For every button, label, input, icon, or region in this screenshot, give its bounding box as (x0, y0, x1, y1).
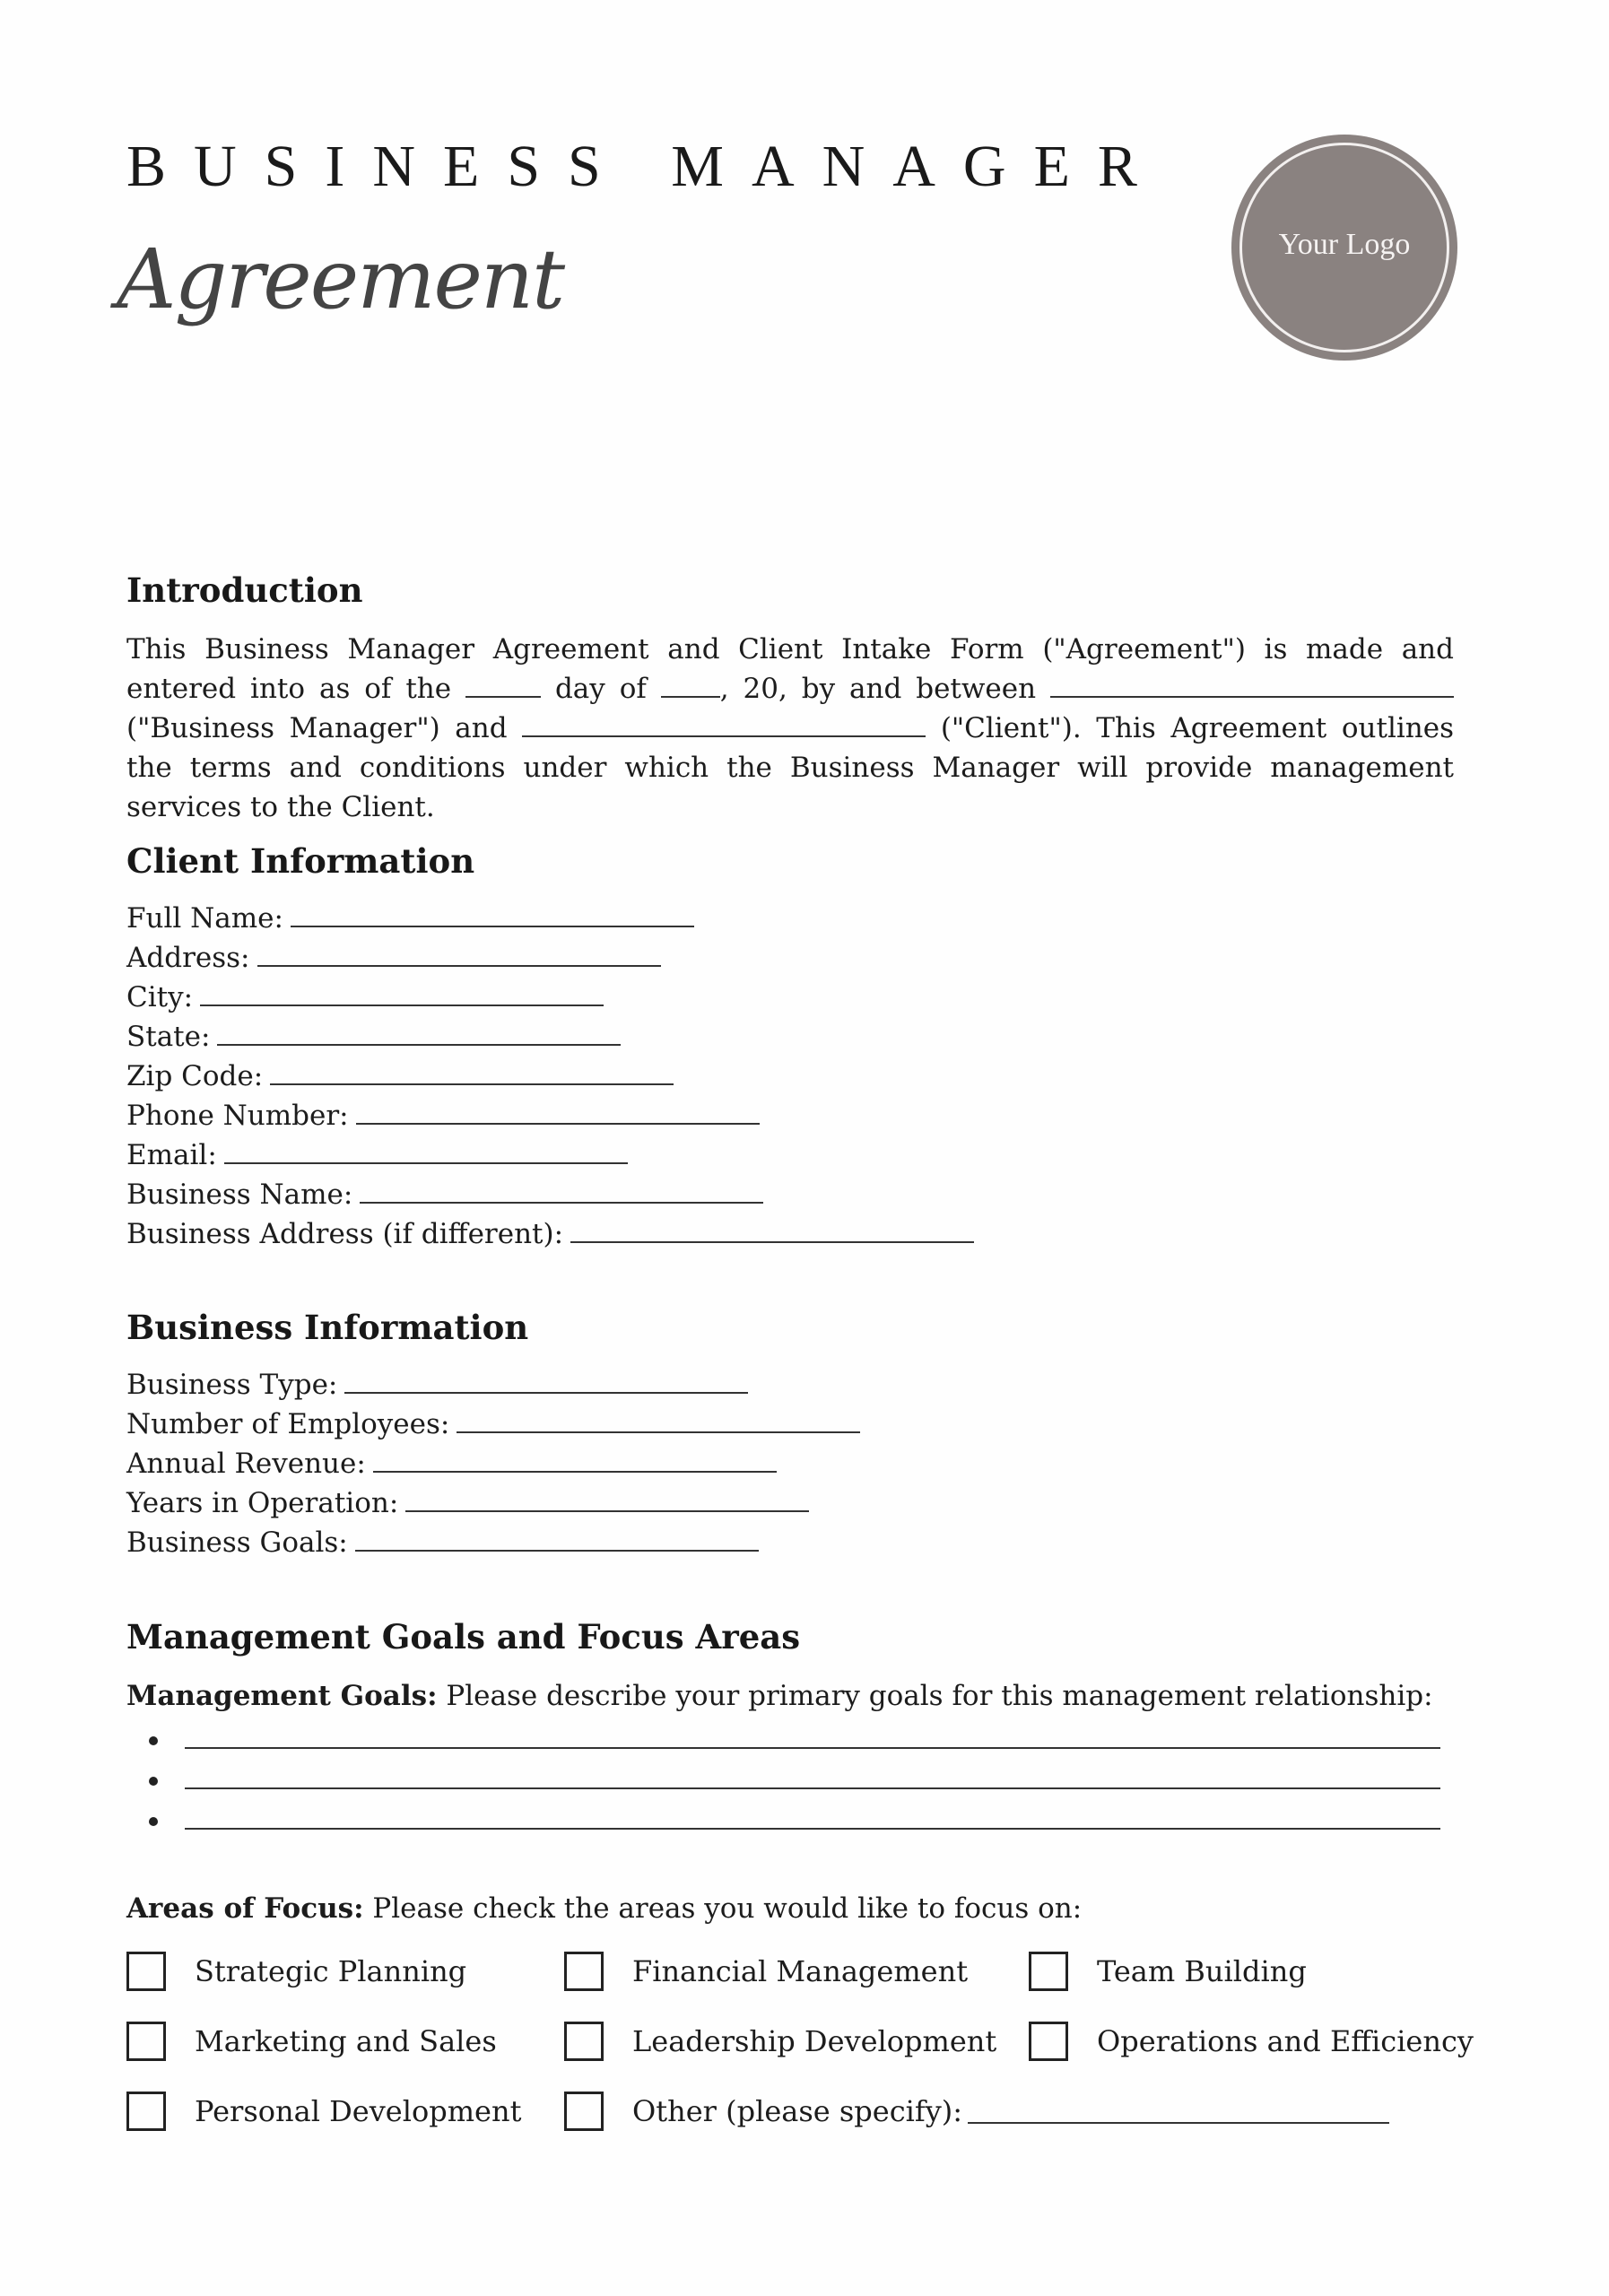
field-line[interactable] (344, 1370, 748, 1394)
checkbox-team-building[interactable] (1029, 1952, 1307, 1991)
bullet-icon (149, 1777, 158, 1786)
goal-line[interactable] (185, 1828, 1440, 1830)
checkbox-financial-management[interactable] (564, 1952, 968, 1991)
field-label: Zip Code: (126, 1060, 264, 1092)
logo-placeholder (1231, 135, 1457, 361)
field-line[interactable] (356, 1101, 760, 1125)
management-goals-prompt (126, 1680, 1433, 1712)
document-subtitle: Agreement (117, 231, 564, 327)
checkbox-other[interactable] (564, 2092, 1389, 2131)
state-field[interactable] (126, 1021, 621, 1053)
day-blank[interactable] (465, 669, 541, 698)
document-title: BUSINESS MANAGER (126, 134, 1165, 199)
client-blank[interactable] (522, 709, 926, 737)
checkbox-label: Personal Development (195, 2094, 522, 2128)
goal-line[interactable] (185, 1787, 1440, 1789)
business-name-field[interactable] (126, 1178, 763, 1211)
checkbox-leadership-development[interactable] (564, 2022, 996, 2061)
checkbox-icon[interactable] (126, 2092, 166, 2131)
areas-of-focus-prompt (126, 1892, 1082, 1925)
field-label: Business Goals: (126, 1526, 348, 1559)
checkbox-personal-development[interactable] (126, 2092, 521, 2131)
field-line[interactable] (200, 983, 604, 1006)
email-field[interactable] (126, 1139, 628, 1171)
address-field[interactable] (126, 942, 661, 974)
field-line[interactable] (457, 1410, 860, 1433)
years-in-operation-field[interactable] (126, 1487, 809, 1519)
field-label: Business Address (if different): (126, 1218, 564, 1250)
field-label: State: (126, 1021, 211, 1053)
checkbox-icon[interactable] (1029, 1952, 1068, 1991)
management-heading: Management Goals and Focus Areas (126, 1617, 801, 1657)
logo-text: Your Logo (1278, 228, 1411, 261)
checkbox-icon[interactable] (564, 2022, 604, 2061)
field-line[interactable] (291, 904, 694, 927)
field-line[interactable] (217, 1022, 621, 1046)
field-label: Phone Number: (126, 1100, 349, 1132)
field-line[interactable] (405, 1489, 809, 1512)
checkbox-label: Operations and Efficiency (1097, 2024, 1474, 2058)
management-goals-text: Please describe your primary goals for this management relationship: (437, 1680, 1433, 1712)
field-label: City: (126, 981, 194, 1013)
field-label: Years in Operation: (126, 1487, 399, 1519)
field-line[interactable] (373, 1449, 777, 1473)
bullet-icon (149, 1736, 158, 1745)
field-label: Business Name: (126, 1178, 353, 1211)
checkbox-operations-and-efficiency[interactable] (1029, 2022, 1474, 2061)
number-of-employees-field[interactable] (126, 1408, 860, 1440)
management-goals-label: Management Goals: (126, 1680, 438, 1712)
month-blank[interactable] (661, 669, 720, 698)
checkbox-label: Marketing and Sales (195, 2024, 497, 2058)
business-address-field[interactable] (126, 1218, 974, 1250)
areas-of-focus-text: Please check the areas you would like to focus on: (363, 1892, 1083, 1925)
field-label: Address: (126, 942, 250, 974)
intro-text-1: This Business Manager Agreement and Client Intake Form ("Agreement") is made and entered into as of the (126, 633, 1454, 705)
checkbox-marketing-and-sales[interactable] (126, 2022, 497, 2061)
other-specify-line[interactable] (968, 2099, 1389, 2124)
checkbox-icon[interactable] (564, 2092, 604, 2131)
client-information-heading: Client Information (126, 841, 475, 881)
field-label: Email: (126, 1139, 217, 1171)
introduction-heading: Introduction (126, 570, 363, 610)
field-label: Business Type: (126, 1369, 338, 1401)
intro-text-4: ("Business Manager") and (126, 712, 508, 744)
field-line[interactable] (570, 1220, 974, 1243)
checkbox-icon[interactable] (126, 1952, 166, 1991)
business-manager-blank[interactable] (1050, 669, 1454, 698)
intro-text-2: day of (554, 673, 647, 705)
field-label: Number of Employees: (126, 1408, 450, 1440)
field-line[interactable] (270, 1062, 674, 1085)
annual-revenue-field[interactable] (126, 1448, 777, 1480)
introduction-paragraph (126, 630, 1454, 827)
intro-text-3: , 20, by and between (719, 673, 1037, 705)
checkbox-icon[interactable] (1029, 2022, 1068, 2061)
field-label: Annual Revenue: (126, 1448, 366, 1480)
checkbox-label: Team Building (1097, 1954, 1307, 1988)
full-name-field[interactable] (126, 902, 694, 935)
goal-line-3[interactable] (149, 1812, 1440, 1842)
phone-number-field[interactable] (126, 1100, 760, 1132)
goal-line[interactable] (185, 1747, 1440, 1749)
field-line[interactable] (360, 1180, 763, 1204)
field-line[interactable] (355, 1528, 759, 1552)
intro-text-5: ("Client"). This Agreement outlines the terms and conditions under which the Business Manager will provide management services to the Client. (126, 712, 1455, 823)
field-line[interactable] (224, 1141, 628, 1164)
bullet-icon (149, 1817, 158, 1826)
zip-code-field[interactable] (126, 1060, 674, 1092)
goal-line-2[interactable] (149, 1771, 1440, 1802)
business-goals-field[interactable] (126, 1526, 759, 1559)
business-type-field[interactable] (126, 1369, 748, 1401)
checkbox-icon[interactable] (126, 2022, 166, 2061)
areas-of-focus-label: Areas of Focus: (126, 1892, 364, 1925)
goal-line-1[interactable] (149, 1731, 1440, 1761)
city-field[interactable] (126, 981, 604, 1013)
checkbox-label: Leadership Development (632, 2024, 997, 2058)
checkbox-icon[interactable] (564, 1952, 604, 1991)
field-label: Full Name: (126, 902, 283, 935)
checkbox-label: Financial Management (632, 1954, 969, 1988)
field-line[interactable] (257, 944, 661, 967)
checkbox-label: Other (please specify): (632, 2094, 963, 2128)
business-information-heading: Business Information (126, 1308, 529, 1347)
checkbox-strategic-planning[interactable] (126, 1952, 466, 1991)
checkbox-label: Strategic Planning (195, 1954, 467, 1988)
